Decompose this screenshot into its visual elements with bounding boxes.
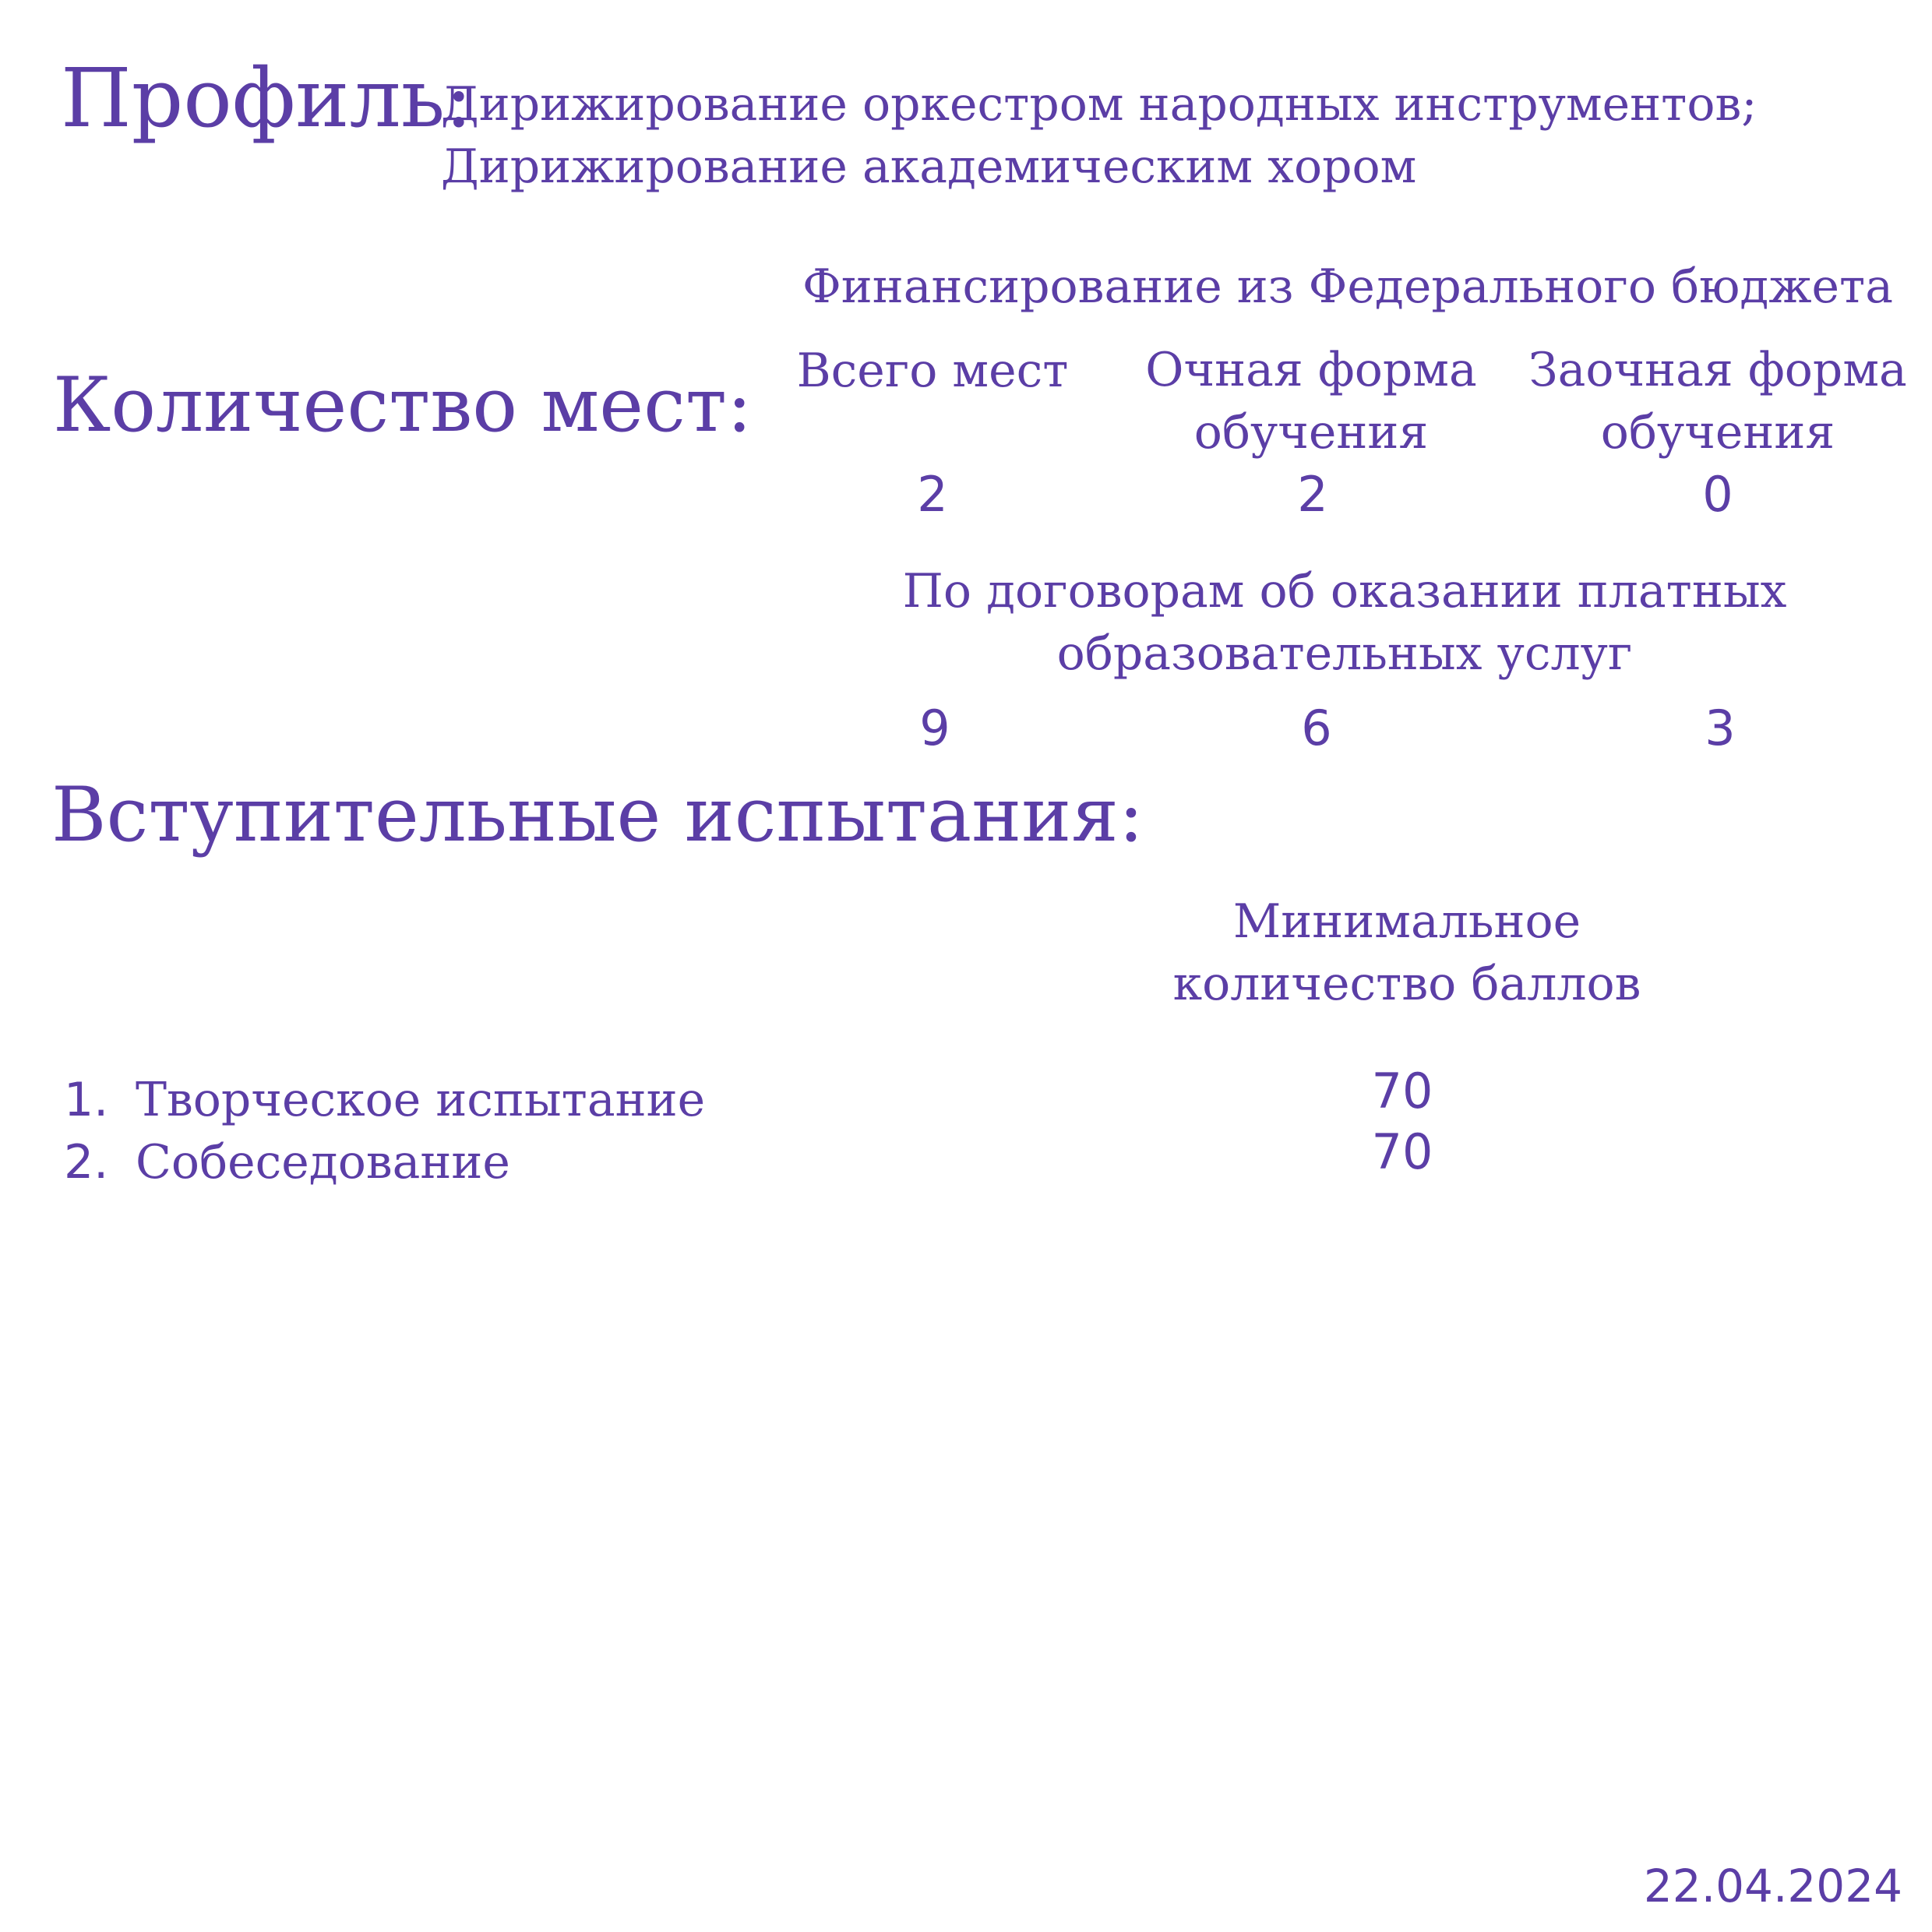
federal-parttime-value: 0 xyxy=(1702,466,1733,523)
paid-total-value: 9 xyxy=(919,700,950,756)
paid-parttime-value: 3 xyxy=(1705,700,1736,756)
exam-name: Собеседование xyxy=(136,1135,510,1190)
profile-line-2: Дирижирование академическим хором xyxy=(441,139,1417,194)
federal-total-value: 2 xyxy=(917,466,948,523)
profile-label: Профиль: xyxy=(61,51,473,146)
profile-line-1: Дирижирование оркестром народных инструментов; xyxy=(441,77,1757,132)
paid-fulltime-value: 6 xyxy=(1301,700,1332,756)
places-label: Количество мест: xyxy=(53,361,753,449)
exam-min-score: 70 xyxy=(1371,1063,1433,1119)
column-header-total: Всего мест xyxy=(796,344,1069,398)
exam-min-score: 70 xyxy=(1371,1123,1433,1180)
exams-label: Вступительные испытания: xyxy=(51,771,1144,858)
exam-number: 1. xyxy=(64,1073,109,1127)
min-score-heading: Минимальное количество баллов xyxy=(1172,894,1641,1011)
federal-fulltime-value: 2 xyxy=(1297,466,1328,523)
exam-name: Творческое испытание xyxy=(136,1073,706,1127)
document-date: 22.04.2024 xyxy=(1643,1860,1902,1913)
paid-services-heading: По договорам об оказании платных образовательных услуг xyxy=(902,564,1787,681)
federal-funding-heading: Финансирование из Федерального бюджета xyxy=(802,259,1894,314)
column-header-fulltime: Очная форма обучения xyxy=(1145,343,1477,460)
exam-number: 2. xyxy=(64,1135,109,1190)
column-header-parttime: Заочная форма обучения xyxy=(1528,343,1907,460)
